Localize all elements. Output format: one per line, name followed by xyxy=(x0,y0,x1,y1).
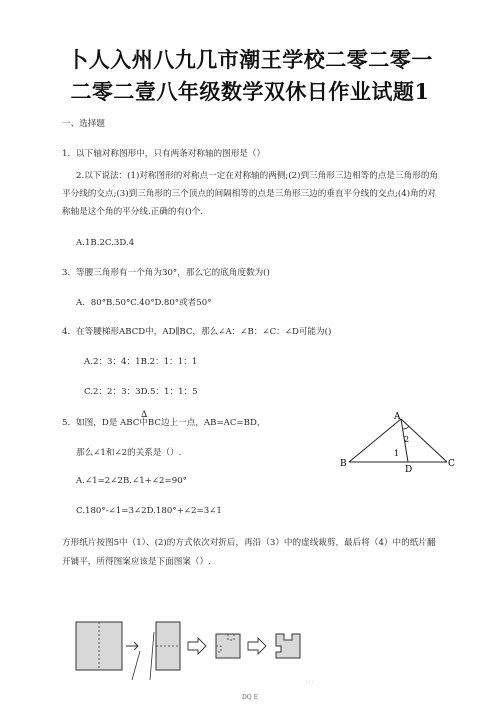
label-A: A xyxy=(394,412,401,422)
section-heading: 一、选择题 xyxy=(62,119,105,129)
question-4-options-ab: A.2：3：4：1B.2：1：1：1 xyxy=(84,357,198,367)
step4-shape xyxy=(276,634,300,658)
paper-folding-figure xyxy=(70,618,330,686)
triangle-figure xyxy=(330,410,470,472)
question-5-relation: 那么∠1和∠2的关系是（）. xyxy=(76,448,182,458)
arrow-3 xyxy=(248,638,266,654)
question-3-options: A．80°B.50°C.40°D.80°或者50° xyxy=(76,298,212,308)
question-3: 3．等腰三角形有一个角为30°，那么它的底角度数为() xyxy=(62,268,270,278)
question-5-options-cd: C.180°-∠1=3∠2D.180°+∠2=3∠1 xyxy=(76,506,222,516)
title-line-2: 二零二壹八年级数学双休日作业试题1 xyxy=(70,79,430,104)
label-D: D xyxy=(405,465,413,472)
title-line-1: 卜人入州八九几市潮王学校二零二零一 xyxy=(67,47,433,72)
question-6: 方形纸片按图5中（1）、(2)的方式依次对折后，再沿（3）中的虚线裁剪，最后将（4）中的纸片翻开铺平，所得图案应该是下面图案（）. xyxy=(62,538,436,567)
question-2: 2.以下说法：(1)对称图形的对称点一定在对称轴的两侧;(2)到三角形三边相等的点是三角形的角平分线的交点;(3)到三角形的三个顶点的间隔相等的点是三角形三边的垂直平分线的交点;(4)角的对称轴是这个角的平分线.正确的有()个. xyxy=(62,171,439,217)
question-5: 5．如图，D是 ABC中BC边上一点，AB=AC=BD， xyxy=(62,418,266,428)
label-angle-2: 2 xyxy=(404,435,410,444)
question-2-options: A.1B.2C.3D.4 xyxy=(76,238,135,248)
triangle-symbol: ∆ xyxy=(141,410,148,420)
question-4-options-cd: C.2：2：3：3D.5：1：1：5 xyxy=(84,387,198,397)
label-C: C xyxy=(448,459,455,469)
label-B: B xyxy=(340,459,347,469)
question-5-options-ab: A.∠1=2∠2B.∠1+∠2=90° xyxy=(76,476,187,486)
step3-square xyxy=(216,634,240,658)
arrow-2 xyxy=(188,638,206,654)
question-1: 1．以下轴对称图形中，只有两条对称轴的图形是（） xyxy=(62,149,266,159)
arrow-1 xyxy=(126,642,138,650)
question-4: 4．在等腰梯形ABCD中，AD∥BC，那么∠A：∠B：∠C：∠D可能为() xyxy=(62,327,332,337)
page-footer: DQ E xyxy=(241,694,259,701)
label-angle-1: 1 xyxy=(394,449,400,458)
